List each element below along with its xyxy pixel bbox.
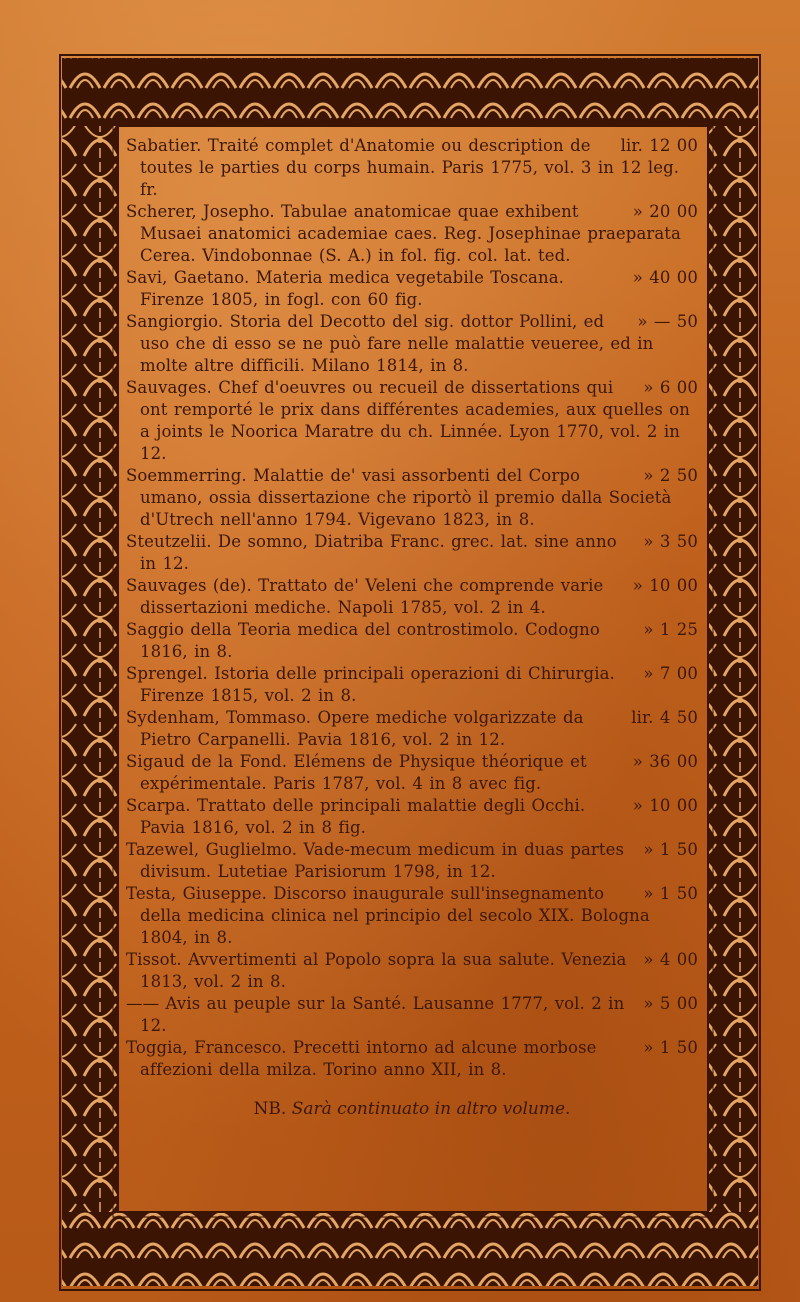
entry-price: » 20 00	[632, 202, 698, 221]
entry-text: Sabatier. Traité complet d'Anatomie ou description de toutes le parties du corps humain. Paris 1775, vol. 3 in 12 leg. fr.	[126, 136, 680, 199]
entry-text: Saggio della Teoria medica del controstimolo. Codogno 1816, in 8.	[126, 620, 600, 661]
catalog-entry-sauvages-veleni	[126, 575, 698, 619]
entry-price: » 3 50	[643, 532, 698, 551]
entry-text: Sangiorgio. Storia del Decotto del sig. dottor Pollini, ed uso che di esso se ne può fare nelle malattie veueree, ed in molte altre difficili. Milano 1814, in 8.	[126, 312, 654, 375]
catalog-entry-sabatier	[126, 135, 698, 201]
entry-text: Sigaud de la Fond. Elémens de Physique théorique et expérimentale. Paris 1787, vol. 4 in 8 avec fig.	[126, 752, 587, 793]
entry-price: » 4 00	[643, 950, 698, 969]
catalog-entry-scherer	[126, 201, 698, 267]
catalog-entry-sydenham	[126, 707, 698, 751]
entry-text: Sydenham, Tommaso. Opere mediche volgarizzate da Pietro Carpanelli. Pavia 1816, vol. 2 in 12.	[126, 708, 584, 749]
catalog-entry-testa	[126, 883, 698, 949]
entry-text: Soemmerring. Malattie de' vasi assorbenti del Corpo umano, ossia dissertazione che riportò il premio dalla Società d'Utrech nell'anno 1794. Vigevano 1823, in 8.	[126, 466, 672, 529]
entry-text: Scarpa. Trattato delle principali malattie degli Occhi. Pavia 1816, vol. 2 in 8 fig.	[126, 796, 586, 837]
entry-price: » 10 00	[632, 576, 698, 595]
entry-price: » 2 50	[643, 466, 698, 485]
entry-price: » 1 50	[643, 1038, 698, 1057]
entry-price: » 7 00	[643, 664, 698, 683]
catalog-entry-savi	[126, 267, 698, 311]
catalog-entry-tissot-avis	[126, 993, 698, 1037]
entry-text: Testa, Giuseppe. Discorso inaugurale sull'insegnamento della medicina clinica nel principio del secolo XIX. Bologna 1804, in 8.	[126, 884, 650, 947]
catalog-entry-sauvages-chef	[126, 377, 698, 465]
entry-price: » 1 50	[643, 884, 698, 903]
entry-text: Tazewel, Guglielmo. Vade-mecum medicum in duas partes divisum. Lutetiae Parisiorum 1798, in 12.	[126, 840, 625, 881]
entry-price: » 1 50	[643, 840, 698, 859]
right-ornament-column	[708, 126, 758, 1212]
entry-price: lir. 4 50	[631, 708, 698, 727]
bottom-ornament-band	[62, 1212, 758, 1286]
entry-price: » 5 00	[643, 994, 698, 1013]
note-text: Sarà continuato in altro volume.	[291, 1099, 571, 1119]
entry-text: Steutzelii. De somno, Diatriba Franc. grec. lat. sine anno in 12.	[126, 532, 617, 573]
entry-price: » 36 00	[632, 752, 698, 771]
entry-text: Tissot. Avvertimenti al Popolo sopra la sua salute. Venezia 1813, vol. 2 in 8.	[126, 950, 627, 991]
catalog-entry-tissot	[126, 949, 698, 993]
entry-price: lir. 12 00	[620, 136, 698, 155]
entry-price: » 40 00	[632, 268, 698, 287]
entry-text: Sauvages. Chef d'oeuvres ou recueil de dissertations qui ont remporté le prix dans différentes academies, aux quelles on a joints le Noorica Maratre du ch. Linnée. Lyon 1770, vol. 2 in 12.	[126, 378, 691, 463]
top-ornament-band	[62, 58, 758, 126]
entry-price: » — 50	[637, 312, 698, 331]
book-catalog-list	[126, 135, 698, 1119]
entry-price: » 6 00	[643, 378, 698, 397]
left-ornament-column	[62, 126, 118, 1212]
entry-text: Scherer, Josepho. Tabulae anatomicae quae exhibent Musaei anatomici academiae caes. Reg. Josephinae praeparata Cerea. Vindobonnae (S. A.) in fol. fig. col. lat. ted.	[126, 202, 681, 265]
entry-text: Sauvages (de). Trattato de' Veleni che comprende varie dissertazioni mediche. Napoli 1785, vol. 2 in 4.	[126, 576, 604, 617]
catalog-entry-sangiorgio	[126, 311, 698, 377]
catalog-entry-scarpa	[126, 795, 698, 839]
catalog-entry-sprengel	[126, 663, 698, 707]
entry-text: Savi, Gaetano. Materia medica vegetabile Toscana. Firenze 1805, in fogl. con 60 fig.	[126, 268, 565, 309]
entry-text: Sprengel. Istoria delle principali operazioni di Chirurgia. Firenze 1815, vol. 2 in 8.	[126, 664, 615, 705]
catalog-entry-steutzelii	[126, 531, 698, 575]
catalog-entry-soemmerring	[126, 465, 698, 531]
catalog-entry-toggia	[126, 1037, 698, 1081]
note-lead: NB.	[253, 1099, 287, 1119]
entry-price: » 1 25	[643, 620, 698, 639]
entry-text: —— Avis au peuple sur la Santé. Lausanne 1777, vol. 2 in 12.	[126, 994, 625, 1035]
catalog-entry-saggio	[126, 619, 698, 663]
catalog-entry-tazewel	[126, 839, 698, 883]
entry-price: » 10 00	[632, 796, 698, 815]
entry-text: Toggia, Francesco. Precetti intorno ad alcune morbose affezioni della milza. Torino anno XII, in 8.	[126, 1038, 597, 1079]
catalog-entry-sigaud	[126, 751, 698, 795]
continuation-note	[126, 1099, 698, 1119]
